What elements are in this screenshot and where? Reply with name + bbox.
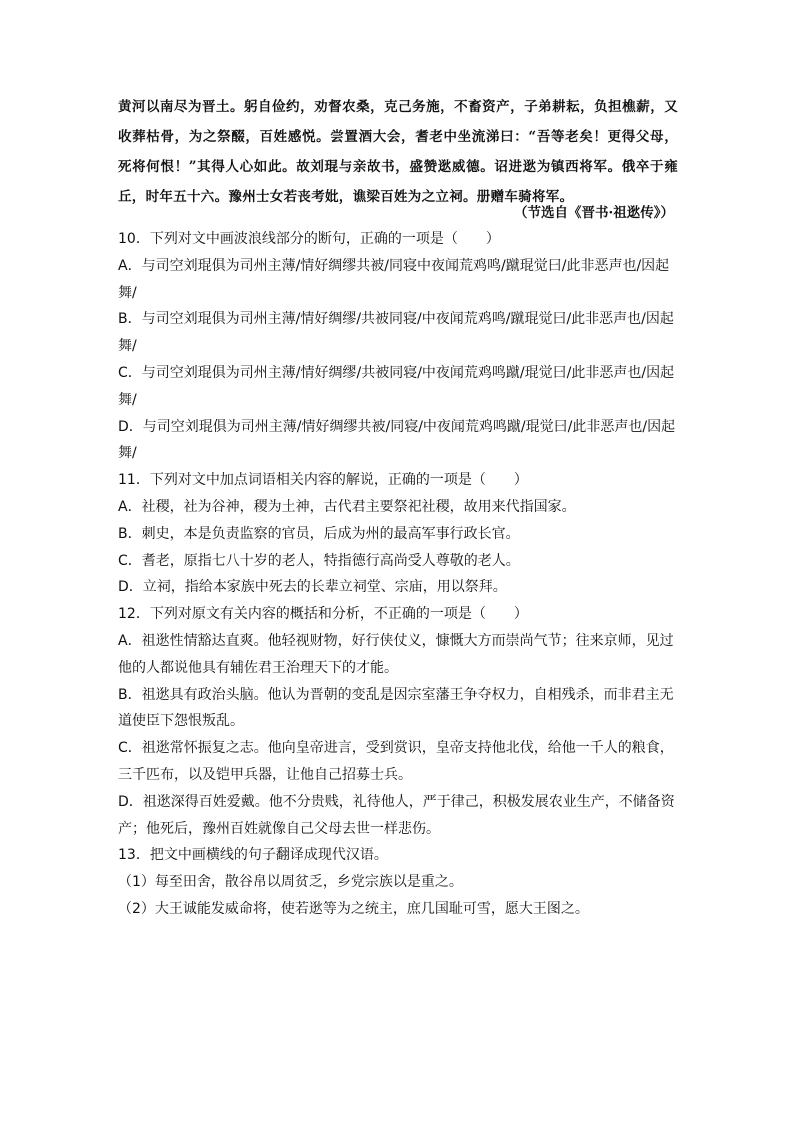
question-12-option-a: A．祖逖性情豁达直爽。他轻视财物，好行侠仗义，慷慨大方而崇尚气节；往来京师，见过他的人都说他具有辅佐君王治理天下的才能。	[118, 632, 674, 676]
question-11-option-c: C．耆老，原指七八十岁的老人，特指德行高尚受人尊敬的老人。	[118, 552, 520, 569]
passage-source: （节选自《晋书·祖逖传》）	[514, 205, 674, 221]
question-11-stem: 11．下列对文中加点词语相关内容的解说，正确的一项是（ ）	[118, 472, 528, 489]
question-12-option-c: C．祖逖常怀振复之志。他向皇帝进言，受到赏识，皇帝支持他北伐，给他一千人的粮食，三千匹布，以及铠甲兵器，让他自己招募士兵。	[118, 740, 674, 783]
question-12-stem: 12．下列对原文有关内容的概括和分析，不正确的一项是（ ）	[118, 606, 528, 623]
passage	[118, 92, 678, 212]
question-11-option-b: B．刺史，本是负责监察的官员，后成为州的最高军事行政长官。	[118, 525, 520, 542]
question-list	[118, 226, 678, 923]
question-13-item-2: （2）大王诚能发威命将，使若逖等为之统主，庶几国耻可雪，愿大王图之。	[118, 900, 589, 917]
passage-text: 黄河以南尽为晋土。躬自俭约，劝督农桑，克己务施，不畜资产，子弟耕耘，负担樵薪，又收葬枯骨，为之祭醊，百姓感悦。尝置酒大会，耆老中坐流涕曰：“吾等老矣！更得父母，死将何恨！”其得人心如此。故刘琨与亲故书，盛赞逖威德。诏进逖为镇西将军。俄卒于雍丘，时年五十六。豫州士女若丧考妣，谯梁百姓为之立祠。册赠车骑将军。	[118, 99, 678, 205]
question-12-option-b: B．祖逖具有政治头脑。他认为晋朝的变乱是因宗室藩王争夺权力，自相残杀，而非君主无道使臣下怨恨叛乱。	[118, 686, 674, 730]
question-11-option-a: A．社稷，社为谷神，稷为土神，古代君主要祭祀社稷，故用来代指国家。	[118, 498, 576, 515]
question-10-stem: 10．下列对文中画波浪线部分的断句，正确的一项是（ ）	[118, 231, 500, 247]
question-10-option-b: B．与司空刘琨俱为司州主薄/情好绸缪/共被同寝/中夜闻荒鸡鸣/蹴琨觉曰/此非恶声也/因起舞/	[118, 311, 674, 355]
question-10-option-d: D．与司空刘琨俱为司州主薄/情好绸缪共被/同寝/中夜闻荒鸡鸣蹴/琨觉曰/此非恶声也/因起舞/	[118, 418, 676, 462]
question-11-option-d: D．立祠，指给本家族中死去的长辈立祠堂、宗庙，用以祭拜。	[118, 579, 507, 596]
question-12-option-d: D．祖逖深得百姓爱戴。他不分贵贱，礼待他人，严于律己，积极发展农业生产，不储备资产；他死后，豫州百姓就像自己父母去世一样悲伤。	[118, 793, 675, 837]
question-10-option-a: A．与司空刘琨俱为司州主薄/情好绸缪共被/同寝中夜闻荒鸡鸣/蹴琨觉曰/此非恶声也/因起舞/	[118, 257, 670, 301]
question-13-stem: 13．把文中画横线的句子翻译成现代汉语。	[118, 847, 388, 864]
question-10-option-c: C．与司空刘琨俱为司州主薄/情好绸缪/共被同寝/中夜闻荒鸡鸣蹴/琨觉曰/此非恶声也/因起舞/	[118, 364, 675, 408]
question-13-item-1: （1）每至田舍，散谷帛以周贫乏，乡党宗族以是重之。	[118, 874, 463, 891]
